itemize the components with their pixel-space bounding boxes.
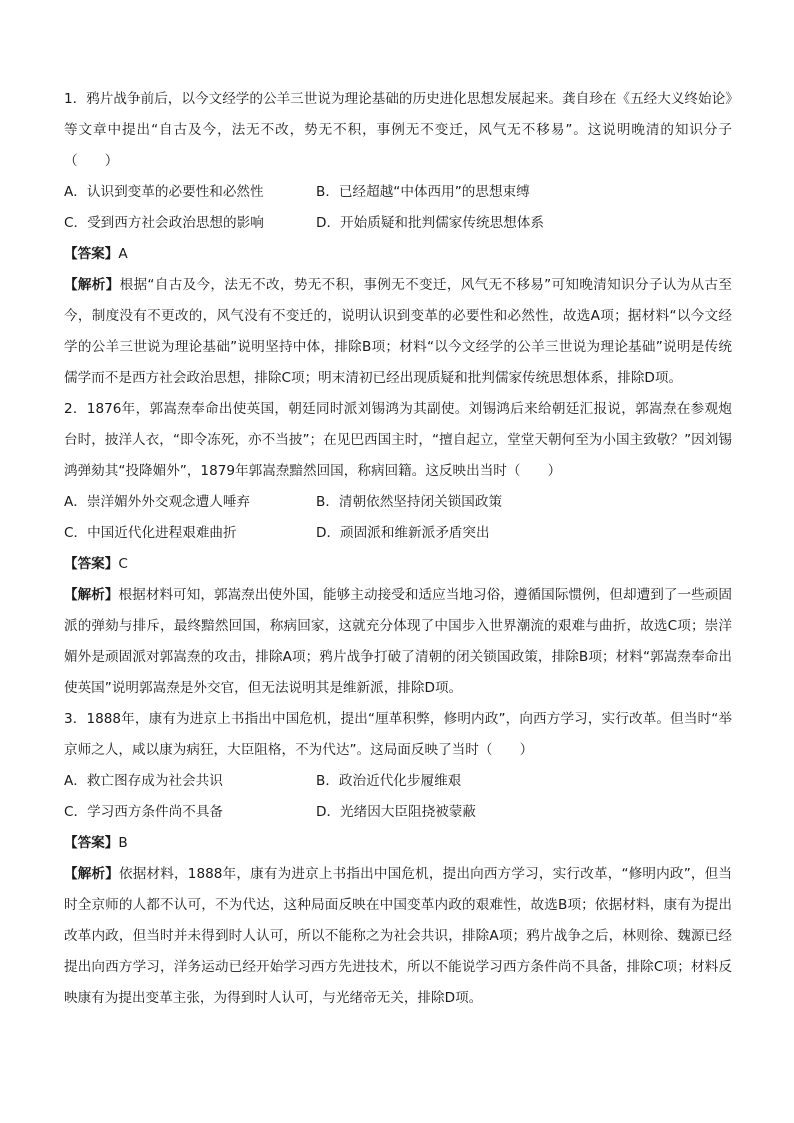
option-c: C．中国近代化进程艰难曲折: [64, 525, 237, 541]
question-1: [64, 84, 732, 394]
question-stem: 1．鸦片战争前后，以今文经学的公羊三世说为理论基础的历史进化思想发展起来。龚自珍在《五经大义终始论》等文章中提出“自古及今，法无不改，势无不积，事例无不变迁，风气无不移易”。这说明晚清的知识分子（ ）: [64, 91, 732, 169]
question-2: [64, 394, 732, 704]
answer-tag: 【答案】: [64, 835, 119, 851]
options: [64, 487, 732, 549]
answer: [64, 828, 732, 859]
answer-tag: 【答案】: [64, 556, 119, 572]
analysis: [64, 580, 732, 704]
answer-tag: 【答案】: [64, 246, 119, 262]
answer-value: C: [118, 556, 128, 572]
option-d: D．开始质疑和批判儒家传统思想体系: [316, 215, 544, 231]
question-stem: 2．1876年，郭嵩焘奉命出使英国，朝廷同时派刘锡鸿为其副使。刘锡鸿后来给朝廷汇报说，郭嵩焘在参观炮台时，披洋人衣，“即令冻死，亦不当披”；在见巴西国主时，“擅自起立，堂堂天朝何至为小国主致敬？”因刘锡鸿弹劾其“投降媚外”，1879年郭嵩焘黯然回国，称病回籍。这反映出当时（ ）: [64, 401, 732, 479]
option-b: B．政治近代化步履维艰: [316, 773, 462, 789]
analysis-text: 根据“自古及今，法无不改，势无不积，事例无不变迁，风气无不移易”可知晚清知识分子认为从古至今，制度没有不更改的，风气没有不变迁的，说明认识到变革的必要性和必然性，故选A项；据材料“以今文经学的公羊三世说为理论基础”说明坚持中体，排除B项；材料“以今文经学的公羊三世说为理论基础”说明是传统儒学而不是西方社会政治思想，排除C项；明末清初已经出现质疑和批判儒家传统思想体系，排除D项。: [64, 277, 732, 386]
analysis: [64, 270, 732, 394]
question-stem: 3．1888年，康有为进京上书指出中国危机，提出“厘革积弊，修明内政”，向西方学习，实行改革。但当时“举京师之人，咸以康为病狂，大臣阻格，不为代达”。这局面反映了当时（ ）: [64, 711, 732, 758]
analysis-tag: 【解析】: [64, 277, 120, 293]
answer: [64, 549, 732, 580]
options: [64, 177, 732, 239]
analysis: [64, 859, 732, 1014]
answer: [64, 239, 732, 270]
option-b: B．清朝依然坚持闭关锁国政策: [316, 494, 503, 510]
option-a: A．救亡图存成为社会共识: [64, 773, 223, 789]
analysis-text: 根据材料可知，郭嵩焘出使外国，能够主动接受和适应当地习俗，遵循国际惯例，但却遭到了一些顽固派的弹劾与排斥，最终黯然回国，称病回家，这就充分体现了中国步入世界潮流的艰难与曲折，故选C项；崇洋媚外是顽固派对郭嵩焘的攻击，排除A项；鸦片战争打破了清朝的闭关锁国政策，排除B项；材料“郭嵩焘奉命出使英国”说明郭嵩焘是外交官，但无法说明其是维新派，排除D项。: [64, 587, 733, 696]
analysis-tag: 【解析】: [64, 866, 120, 882]
document-page: [64, 84, 732, 1014]
option-d: D．顽固派和维新派矛盾突出: [316, 525, 490, 541]
option-d: D．光绪因大臣阻挠被蒙蔽: [316, 804, 476, 820]
answer-value: B: [118, 835, 128, 851]
analysis-tag: 【解析】: [64, 587, 119, 603]
options: [64, 766, 732, 828]
option-c: C．受到西方社会政治思想的影响: [64, 215, 264, 231]
question-3: [64, 704, 732, 1014]
option-b: B．已经超越“中体西用”的思想束缚: [316, 184, 530, 200]
option-a: A．崇洋媚外外交观念遭人唾弃: [64, 494, 251, 510]
option-a: A．认识到变革的必要性和必然性: [64, 184, 264, 200]
analysis-text: 依据材料，1888年，康有为进京上书指出中国危机，提出向西方学习，实行改革，“修明内政”，但当时全京师的人都不认可，不为代达，这种局面反映在中国变革内政的艰难性，故选B项；依据材料，康有为提出改革内政，但当时并未得到时人认可，所以不能称之为社会共识，排除A项；鸦片战争之后，林则徐、魏源已经提出向西方学习，洋务运动已经开始学习西方先进技术，所以不能说学习西方条件尚不具备，排除C项；材料反映康有为提出变革主张，为得到时人认可，与光绪帝无关，排除D项。: [64, 866, 732, 1006]
option-c: C．学习西方条件尚不具备: [64, 804, 224, 820]
answer-value: A: [118, 246, 128, 262]
